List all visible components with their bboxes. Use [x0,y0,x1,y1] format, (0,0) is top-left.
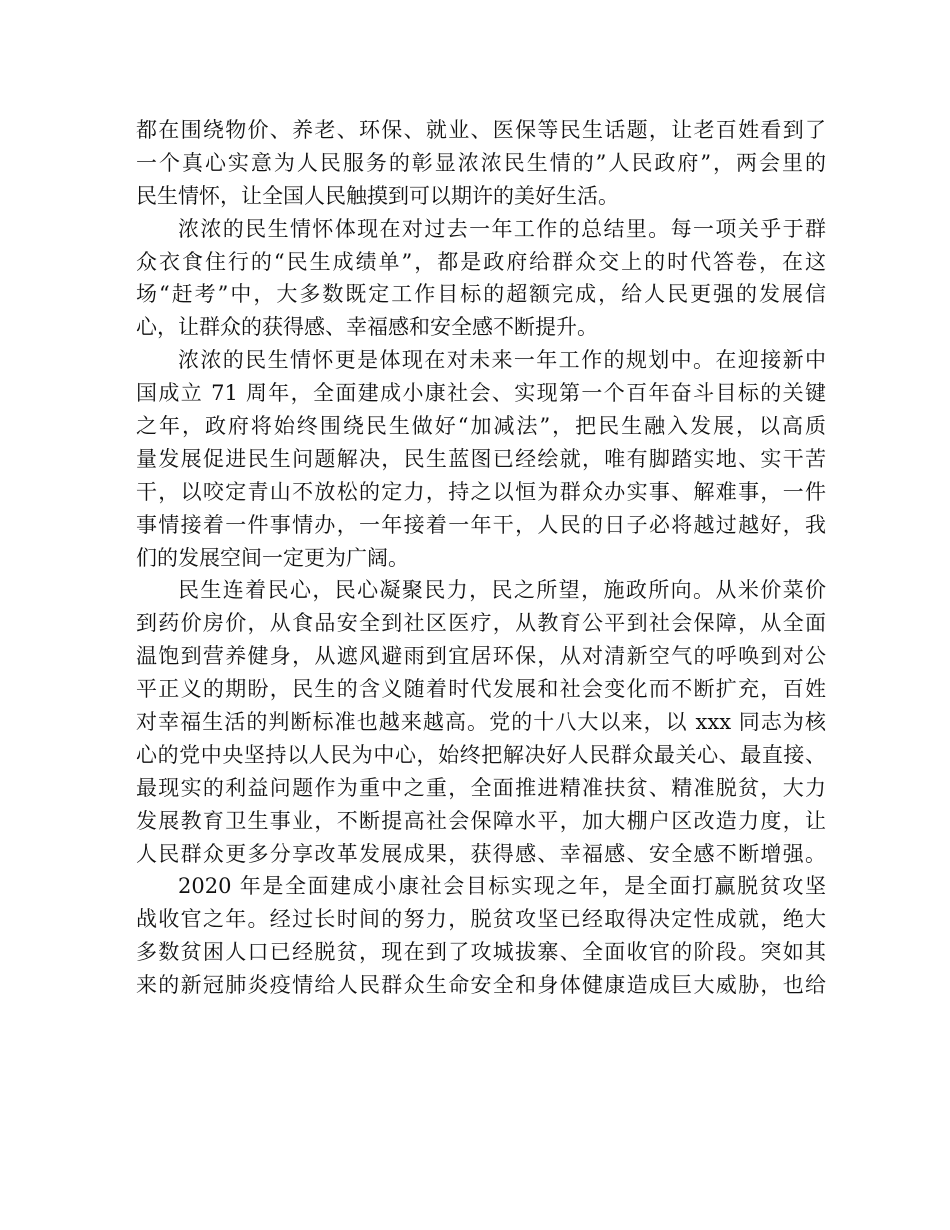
text-line: 发展教育卫生事业，不断提高社会保障水平，加大棚户区改造力度，让 [136,808,826,833]
text-line: 战收官之年。经过长时间的努力，脱贫攻坚已经取得决定性成就，绝大 [136,907,826,932]
text-line: 浓浓的民生情怀体现在对过去一年工作的总结里。每一项关乎于群 [178,216,826,241]
text-line: 2020 年是全面建成小康社会目标实现之年，是全面打赢脱贫攻坚 [178,874,826,899]
text-line: 们的发展空间一定更为广阔。 [136,545,409,570]
text-line: 事情接着一件事情办，一年接着一年干，人民的日子必将越过越好，我 [136,512,826,537]
text-line: 干，以咬定青山不放松的定力，持之以恒为群众办实事、解难事，一件 [136,479,826,504]
text-line: 量发展促进民生问题解决，民生蓝图已经绘就，唯有脚踏实地、实干苦 [136,446,826,471]
text-line: 平正义的期盼，民生的含义随着时代发展和社会变化而不断扩充，百姓 [136,677,826,702]
text-line: 来的新冠肺炎疫情给人民群众生命安全和身体健康造成巨大威胁，也给 [136,973,826,998]
text-line: 到药价房价，从食品安全到社区医疗，从教育公平到社会保障，从全面 [136,611,826,636]
text-line: 民生连着民心，民心凝聚民力，民之所望，施政所向。从米价菜价 [178,578,826,603]
text-line: 浓浓的民生情怀更是体现在对未来一年工作的规划中。在迎接新中 [178,348,826,373]
text-line: 众衣食住行的“民生成绩单”，都是政府给群众交上的时代答卷，在这 [136,249,826,274]
text-line: 国成立 71 周年，全面建成小康社会、实现第一个百年奋斗目标的关键 [136,381,826,406]
text-line: 场“赶考”中，大多数既定工作目标的超额完成，给人民更强的发展信 [136,282,826,307]
text-line: 对幸福生活的判断标准也越来越高。党的十八大以来，以 xxx 同志为核 [136,710,826,735]
text-line: 都在围绕物价、养老、环保、就业、医保等民生话题，让老百姓看到了 [136,118,826,142]
text-line: 人民群众更多分享改革发展成果，获得感、幸福感、安全感不断增强。 [136,841,826,866]
text-line: 一个真心实意为人民服务的彰显浓浓民生情的”人民政府”，两会里的 [136,150,826,175]
text-line: 多数贫困人口已经脱贫，现在到了攻城拔寨、全面收官的阶段。突如其 [136,940,826,965]
text-line: 民生情怀，让全国人民触摸到可以期许的美好生活。 [136,183,619,208]
text-line: 心的党中央坚持以人民为中心，始终把解决好人民群众最关心、最直接、 [136,742,826,767]
text-line: 最现实的利益问题作为重中之重，全面推进精准扶贫、精准脱贫，大力 [136,775,826,800]
text-line: 心，让群众的获得感、幸福感和安全感不断提升。 [136,315,598,340]
body-text [136,114,826,1002]
text-line: 温饱到营养健身，从遮风避雨到宜居环保，从对清新空气的呼唤到对公 [136,644,826,669]
text-line: 之年，政府将始终围绕民生做好“加减法”，把民生融入发展，以高质 [136,414,826,439]
